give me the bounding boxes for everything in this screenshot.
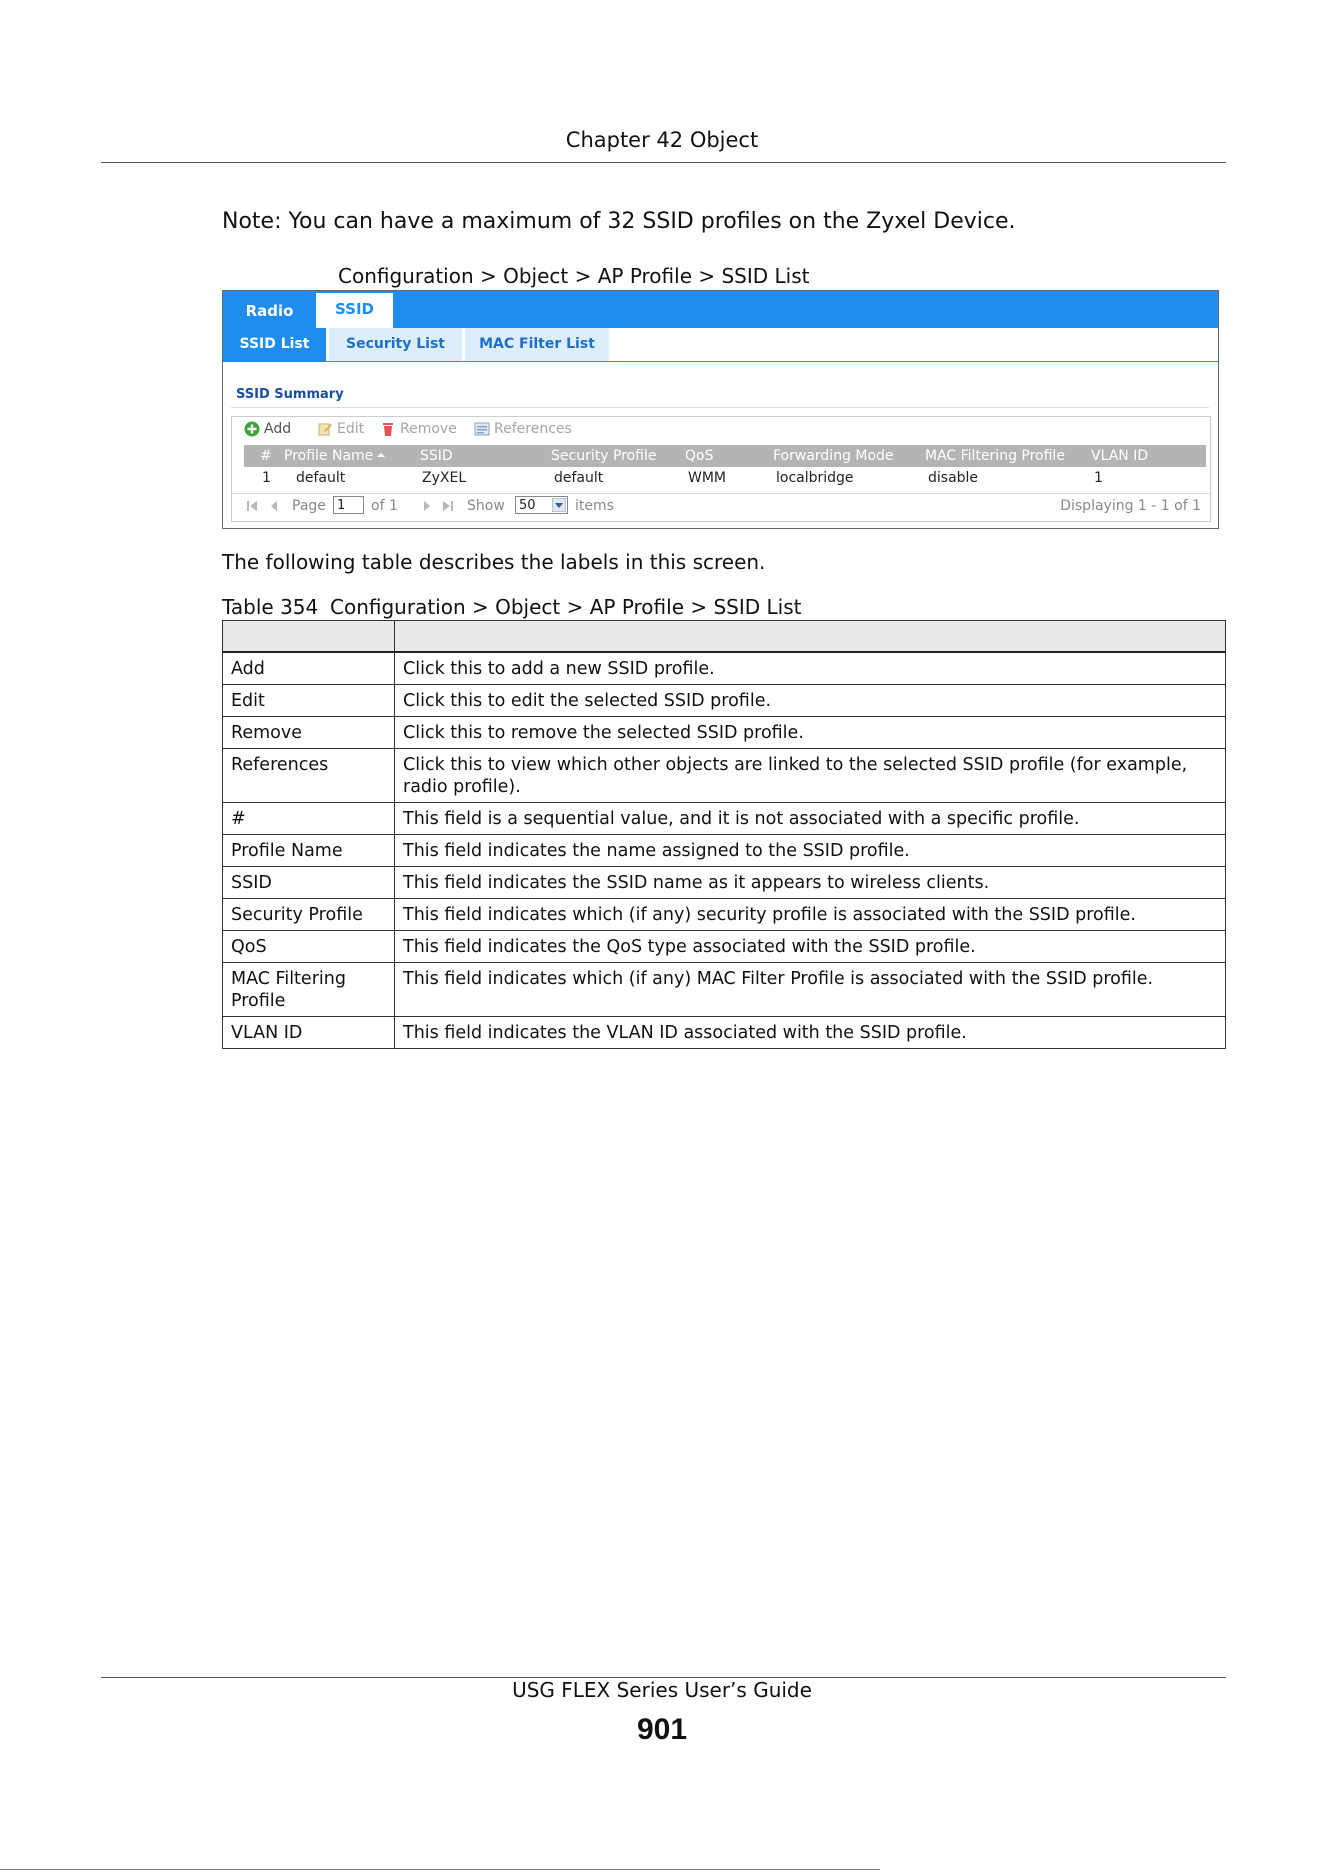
row-label: Remove (223, 717, 395, 749)
add-label: Add (264, 421, 292, 437)
sub-tab-bar (223, 328, 1218, 362)
main-tab-bar (223, 291, 1218, 328)
add-button[interactable] (244, 421, 291, 437)
footer-title: USG FLEX Series User’s Guide (512, 1678, 812, 1702)
table-row (223, 652, 1226, 685)
pagination-bar (232, 493, 1210, 518)
section-title: SSID Summary (236, 387, 344, 402)
table-row (223, 867, 1226, 899)
note-text: Note: You can have a maximum of 32 SSID profiles on the Zyxel Device. (222, 209, 1016, 234)
subtab-mac-filter-list[interactable]: MAC Filter List (462, 328, 609, 361)
dropdown-arrow-icon (552, 498, 566, 512)
table-row (223, 749, 1226, 803)
remove-label: Remove (400, 421, 457, 437)
add-icon (244, 421, 260, 437)
header-rule (101, 162, 1226, 163)
page-input[interactable]: 1 (333, 496, 364, 514)
display-summary: Displaying 1 - 1 of 1 (1060, 498, 1201, 514)
table-row (223, 835, 1226, 867)
row-label: SSID (223, 867, 395, 899)
label-description-table (222, 620, 1226, 1049)
row-label: VLAN ID (223, 1017, 395, 1049)
show-label: Show (467, 498, 505, 514)
table-row (223, 803, 1226, 835)
row-label: QoS (223, 931, 395, 963)
section-divider (231, 407, 1209, 408)
table-row (223, 717, 1226, 749)
col-header-profile-name[interactable] (284, 445, 386, 467)
row-description: Click this to add a new SSID profile. (395, 652, 1226, 685)
row-label: Profile Name (223, 835, 395, 867)
row-description: Click this to view which other objects are linked to the selected SSID profile (for example, radio profile). (395, 749, 1226, 803)
remove-button[interactable] (380, 421, 457, 437)
last-page-icon[interactable] (442, 500, 454, 512)
col-header-security-profile[interactable]: Security Profile (551, 448, 657, 464)
tab-radio[interactable]: Radio (245, 302, 294, 320)
row-description: This field indicates the SSID name as it appears to wireless clients. (395, 867, 1226, 899)
col-header-vlan-id[interactable]: VLAN ID (1091, 448, 1149, 464)
ssid-list-screenshot (222, 290, 1219, 529)
page-size-value: 50 (519, 498, 536, 513)
cell-mac-filtering-profile: disable (928, 470, 979, 486)
col-header-ssid[interactable]: SSID (420, 448, 453, 464)
header-description-cell (395, 621, 1226, 653)
table-row[interactable] (244, 467, 1206, 489)
edit-label: Edit (337, 421, 365, 437)
intro-text: The following table describes the labels in this screen. (222, 550, 766, 574)
cell-number: 1 (262, 470, 271, 486)
references-icon (474, 421, 490, 437)
row-label: MAC Filtering Profile (223, 963, 395, 1017)
table-caption (222, 595, 801, 619)
bottom-rule (0, 1869, 880, 1870)
subtab-security-list[interactable]: Security List (326, 328, 462, 361)
col-header-number: # (260, 448, 272, 464)
remove-icon (380, 421, 396, 437)
row-label: Security Profile (223, 899, 395, 931)
row-description: Click this to edit the selected SSID profile. (395, 685, 1226, 717)
header-label-cell (223, 621, 395, 653)
cell-ssid: ZyXEL (422, 470, 467, 486)
page-size-select[interactable] (515, 496, 568, 514)
row-description: This field indicates which (if any) MAC Filter Profile is associated with the SSID profile. (395, 963, 1226, 1017)
grid-toolbar (232, 417, 1210, 445)
sort-ascending-icon (376, 450, 386, 460)
figure-caption: Configuration > Object > AP Profile > SSID List (338, 264, 810, 288)
chapter-header: Chapter 42 Object (565, 128, 759, 152)
col-header-qos[interactable]: QoS (685, 448, 714, 464)
previous-page-icon[interactable] (268, 500, 280, 512)
page-number: 901 (636, 1713, 688, 1746)
grid-header-row (244, 445, 1206, 467)
row-description: This field indicates the VLAN ID associated with the SSID profile. (395, 1017, 1226, 1049)
page-label: Page (292, 498, 326, 514)
table-row (223, 899, 1226, 931)
table-title: Configuration > Object > AP Profile > SSID List (330, 595, 802, 619)
col-header-mac-filtering-profile[interactable]: MAC Filtering Profile (925, 448, 1065, 464)
row-description: Click this to remove the selected SSID profile. (395, 717, 1226, 749)
cell-security-profile: default (554, 470, 604, 486)
table-row (223, 963, 1226, 1017)
row-label: Edit (223, 685, 395, 717)
row-description: This field indicates the QoS type associated with the SSID profile. (395, 931, 1226, 963)
table-number: Table 354 (222, 595, 319, 619)
row-label: # (223, 803, 395, 835)
references-button[interactable] (474, 421, 572, 437)
cell-vlan-id: 1 (1094, 470, 1103, 486)
references-label: References (494, 421, 572, 437)
table-row (223, 685, 1226, 717)
subtab-ssid-list[interactable]: SSID List (223, 328, 326, 361)
items-label: items (575, 498, 614, 514)
row-description: This field is a sequential value, and it is not associated with a specific profile. (395, 803, 1226, 835)
next-page-icon[interactable] (421, 500, 433, 512)
table-header-row (223, 621, 1226, 653)
row-description: This field indicates the name assigned to the SSID profile. (395, 835, 1226, 867)
table-row (223, 1017, 1226, 1049)
edit-icon (317, 421, 333, 437)
row-label: Add (223, 652, 395, 685)
row-label: References (223, 749, 395, 803)
table-row (223, 931, 1226, 963)
row-description: This field indicates which (if any) security profile is associated with the SSID profile. (395, 899, 1226, 931)
cell-forwarding-mode: localbridge (776, 470, 854, 486)
cell-qos: WMM (688, 470, 727, 486)
cell-profile-name: default (296, 470, 346, 486)
ssid-grid (231, 416, 1211, 522)
page-count: of 1 (371, 498, 398, 514)
tab-ssid[interactable]: SSID (316, 293, 393, 328)
profile-name-header-label: Profile Name (284, 448, 374, 464)
edit-button[interactable] (317, 421, 364, 437)
first-page-icon[interactable] (246, 500, 258, 512)
col-header-forwarding-mode[interactable]: Forwarding Mode (773, 448, 894, 464)
